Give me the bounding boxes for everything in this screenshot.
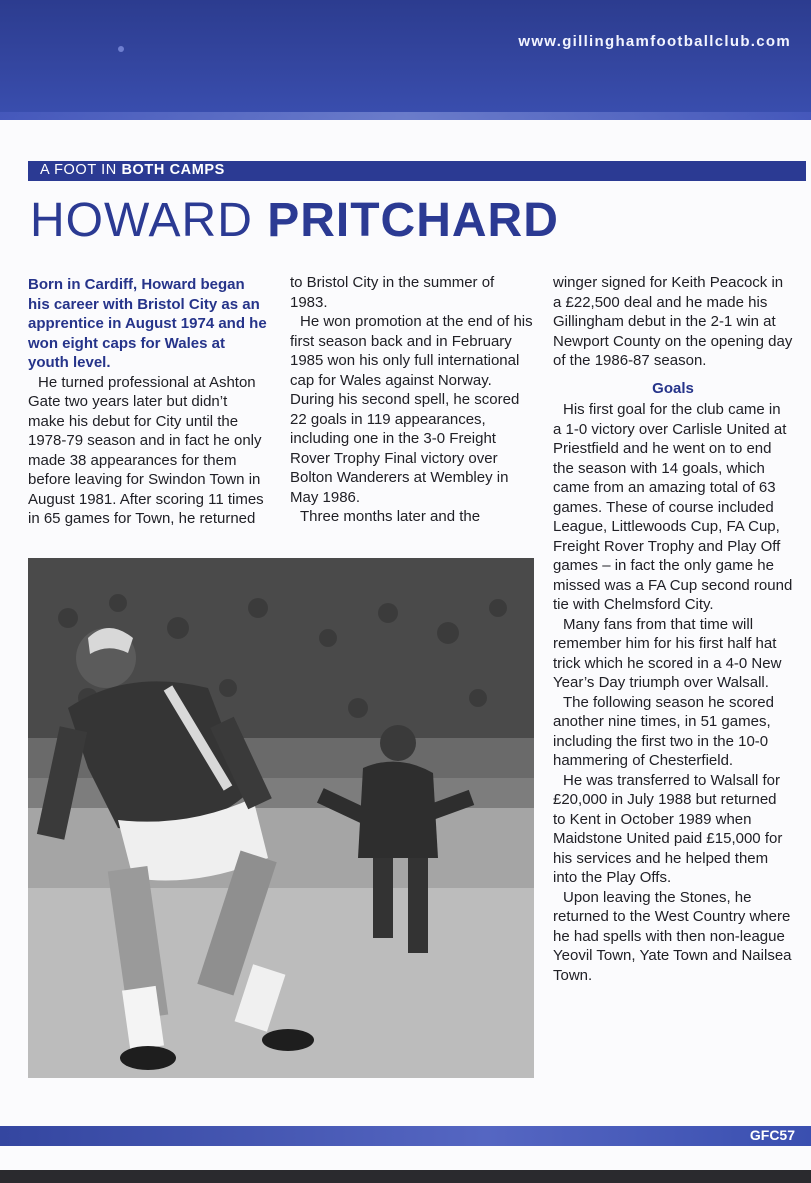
paragraph: Many fans from that time will remember him for his first half hat trick which he scored in a 4-0 New Year’s Day triumph over Walsall. — [553, 615, 782, 691]
article-column-2 — [290, 273, 535, 527]
article-column-1 — [28, 275, 268, 529]
title-first-name: HOWARD — [30, 194, 253, 247]
article-column-3 — [553, 273, 793, 985]
paragraph: His first goal for the club came in a 1-0 victory over Carlisle United at Priestfield and he went on to end the season with 14 goals, which came from an amazing total of 63 games. These of course included League, Littlewoods Cup, FA Cup, Freight Rover Trophy and Play Off games – in fact the only game he missed was a FA Cup second round tie with Chelmsford City. — [553, 401, 793, 613]
decorative-dot — [118, 46, 124, 52]
subheading: Goals — [652, 379, 694, 397]
site-url: www.gillinghamfootballclub.com — [518, 33, 791, 50]
paragraph: to Bristol City in the summer of 1983. — [290, 274, 495, 311]
paragraph: Upon leaving the Stones, he returned to the West Country where he had spells with then non-league Yeovil Town, Yate Town and Nailsea Town. — [553, 888, 792, 984]
footer-band — [0, 1126, 811, 1146]
paragraph: The following season he scored another nine times, in 51 games, including the first two in the 10-0 hammering of Chesterfield. — [553, 693, 774, 769]
section-label-prefix: A FOOT IN — [40, 162, 117, 178]
paragraph: He turned professional at Ashton Gate two years later but didn’t make his debut for City until the 1978-79 season and in fact he only made 38 appearances for them before leaving for Swindon Town in August 1981. After scoring 11 times in 65 games for Town, he returned — [28, 373, 264, 527]
section-label-emphasis: BOTH CAMPS — [121, 162, 225, 178]
header-band — [0, 0, 811, 120]
page-title — [30, 192, 559, 250]
photo-illustration — [28, 558, 534, 1078]
player-photo — [28, 558, 534, 1078]
paragraph: He was transferred to Walsall for £20,000 in July 1988 but returned to Kent in October 1989 when Maidstone United paid £15,000 for his services and he helped them into the Play Offs. — [553, 771, 783, 886]
lead-paragraph: Born in Cardiff, Howard began his career with Bristol City as an apprentice in August 1974 and he won eight caps for Wales at youth level. — [28, 276, 267, 371]
section-bar — [28, 161, 806, 181]
section-label — [40, 162, 225, 178]
page-number: GFC57 — [749, 1127, 795, 1143]
paragraph: Three months later and the — [300, 508, 481, 525]
title-last-name: PRITCHARD — [267, 194, 559, 247]
paragraph: He won promotion at the end of his first season back and in February 1985 won his only full international cap for Wales against Norway. During his second spell, he scored 22 goals in 119 appearances, including one in the 3-0 Freight Rover Trophy Final victory over Bolton Wanderers at Wembley in May 1986. — [290, 313, 533, 506]
header-band-edge — [0, 112, 811, 120]
paragraph: winger signed for Keith Peacock in a £22,500 deal and he made his Gillingham debut in the 2-1 win at Newport County on the opening day of the 1986-87 season. — [553, 274, 793, 369]
page-bottom-edge — [0, 1170, 811, 1183]
